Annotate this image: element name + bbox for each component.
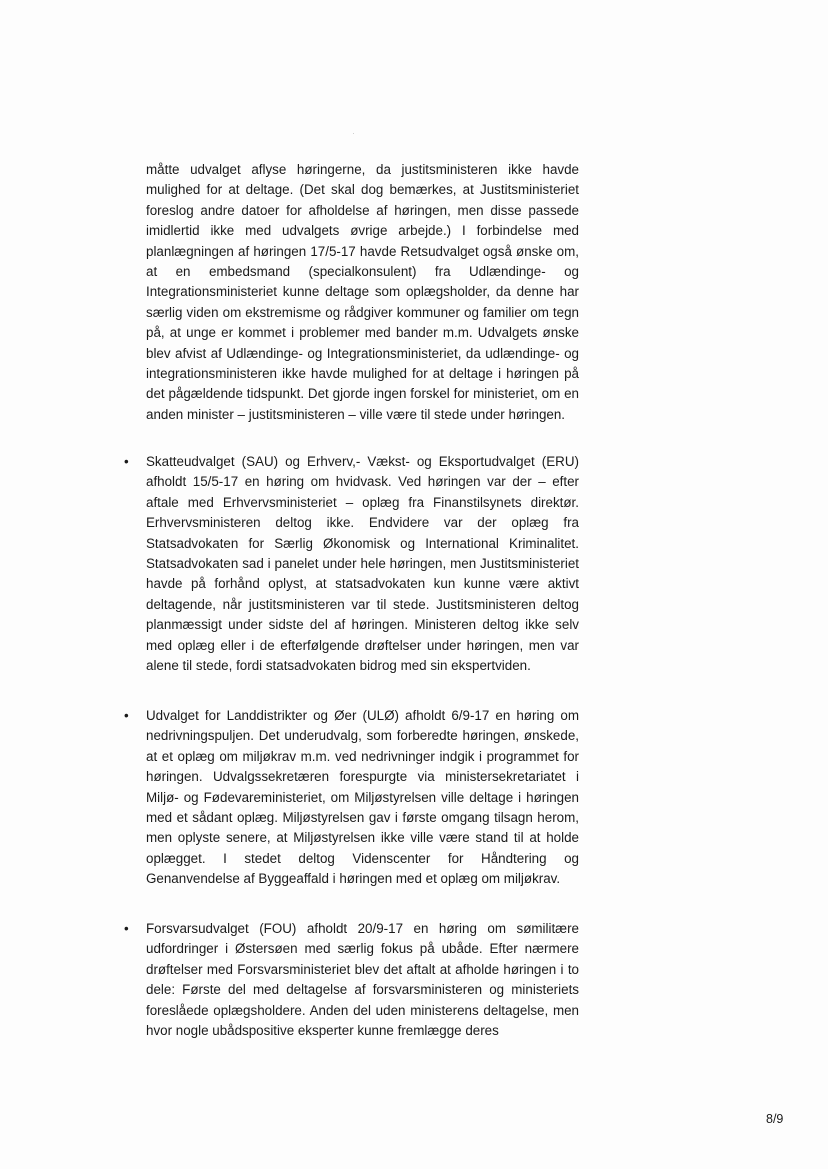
list-item	[124, 706, 579, 890]
list-item	[124, 452, 579, 676]
bullet-text-fou: Forsvarsudvalget (FOU) afholdt 20/9-17 en høring om sømilitære udfordringer i Østersøen med særlig fokus på ubåde. Efter nærmere drøftelser med Forsvarsministeriet blev det aftalt at afholde høringen i to dele: Første del med deltagelse af forsvarsministeren og ministeriets foreslåede oplægsholdere. Anden del uden ministerens deltagelse, men hvor nogle ubådspositive eksperter kunne fremlægge deres	[146, 921, 579, 1039]
list-item	[124, 919, 579, 1041]
page-number: 8/9	[766, 1112, 784, 1126]
scan-speck	[353, 133, 354, 134]
bullet-text-ulo: Udvalget for Landdistrikter og Øer (ULØ) afholdt 6/9-17 en høring om nedrivningspuljen. Det underudvalg, som forberedte høringen, ønskede, at et oplæg om miljøkrav m.m. ved nedrivninger indgik i programmet for høringen. Udvalgssekretæren forespurgte via ministersekretariatet i Miljø- og Fødevareministeriet, om Miljøstyrelsen ville deltage i høringen med et sådant oplæg. Miljøstyrelsen gav i første omgang tilsagn herom, men oplyste senere, at Miljøstyrelsen ikke ville være stand til at holde oplægget. I stedet deltog Videnscenter for Håndtering og Genanvendelse af Byggeaffald i høringen med et oplæg om miljøkrav.	[146, 708, 579, 887]
bullet-icon: •	[124, 708, 129, 723]
intro-paragraph: måtte udvalget aflyse høringerne, da justitsministeren ikke havde mulighed for at deltage. (Det skal dog bemærkes, at Justitsministeriet foreslog andre datoer for afholdelse af høringen, men disse passede imidlertid ikke med udvalgets øvrige arbejde.) I forbindelse med planlægningen af høringen 17/5-17 havde Retsudvalget også ønske om, at en embedsmand (specialkonsulent) fra Udlændinge- og Integrationsministeriet kunne deltage som oplægsholder, da denne har særlig viden om ekstremisme og rådgiver kommuner og familier om tegn på, at unge er kommet i problemer med bander m.m. Udvalgets ønske blev afvist af Udlændinge- og Integrationsministeriet, da udlændinge- og integrationsministeren ikke havde mulighed for at deltage i høringen på det pågældende tidspunkt. Det gjorde ingen forskel for ministeriet, om en anden minister – justitsministeren – ville være til stede under høringen.	[146, 162, 579, 422]
bullet-icon: •	[124, 454, 129, 469]
bullet-icon: •	[124, 921, 129, 936]
bullet-text-sau-eru: Skatteudvalget (SAU) og Erhverv,- Vækst- og Eksportudvalget (ERU) afholdt 15/5-17 en høring om hvidvask. Ved høringen var der – efter aftale med Erhvervsministeriet – oplæg fra Finanstilsynets direktør. Erhvervsministeren deltog ikke. Endvidere var der oplæg fra Statsadvokaten for Særlig Økonomisk og International Kriminalitet. Statsadvokaten sad i panelet under hele høringen, men Justitsministeriet havde på forhånd oplyst, at statsadvokaten kun kunne være aktivt deltagende, når justitsministeren var til stede. Justitsministeren deltog planmæssigt under sidste del af høringen. Ministeren deltog ikke selv med oplæg eller i de efterfølgende drøftelser under høringen, men var alene til stede, fordi statsadvokaten bidrog med sin ekspertviden.	[146, 454, 579, 674]
